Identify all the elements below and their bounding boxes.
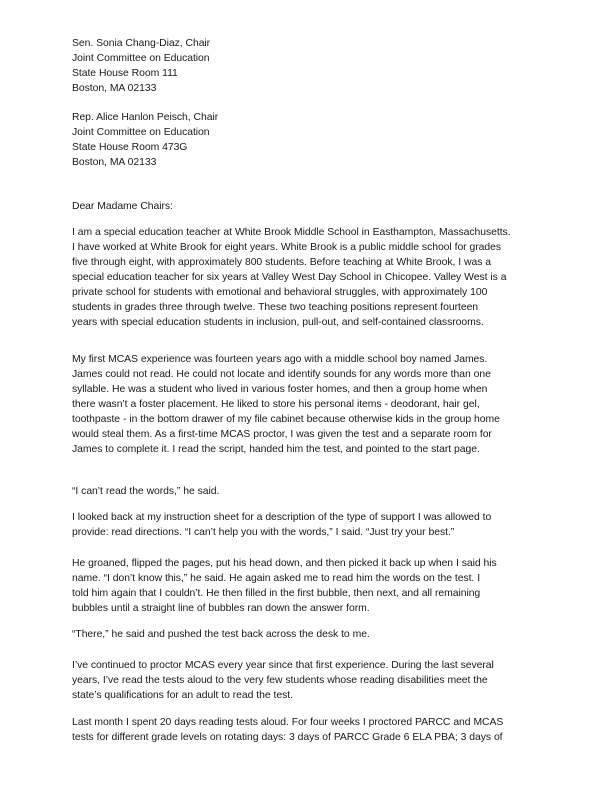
paragraph-line: syllable. He was a student who lived in various foster homes, and then a group home when: [72, 384, 488, 395]
paragraph-instruction-sheet: [72, 510, 556, 540]
paragraph-introduction: [72, 225, 556, 330]
address-line: Boston, MA 02133: [72, 157, 157, 168]
paragraph-line: provide: read directions. “I can’t help you with the words,” I said. “Just try your best.”: [72, 527, 455, 538]
paragraph-line: there wasn’t a foster placement. He liked to store his personal items - deodorant, hair gel,: [72, 399, 480, 410]
paragraph-line: told him again that I couldn’t. He then filled in the first bubble, then next, and all remaining: [72, 588, 481, 599]
paragraph-line: Last month I spent 20 days reading tests aloud. For four weeks I proctored PARCC and MCAS: [72, 717, 504, 728]
salutation-text: Dear Madame Chairs:: [72, 201, 173, 212]
address-line: Sen. Sonia Chang-Diaz, Chair: [72, 38, 211, 49]
paragraph-line: five through eight, with approximately 800 students. Before teaching at White Brook, I was a: [72, 257, 492, 268]
paragraph-quote-there: [72, 627, 556, 642]
paragraph-first-mcas: [72, 352, 556, 457]
paragraph-line: years with special education students in inclusion, pull-out, and self-contained classrooms.: [72, 317, 484, 328]
paragraph-line: I looked back at my instruction sheet for a description of the type of support I was allowed to: [72, 512, 492, 523]
address-line: State House Room 111: [72, 68, 178, 79]
paragraph-groaned: [72, 556, 556, 616]
paragraph-line: James to complete it. I read the script, handed him the test, and pointed to the start page.: [72, 444, 480, 455]
paragraph-line: “There,” he said and pushed the test back across the desk to me.: [72, 629, 370, 640]
paragraph-line: He groaned, flipped the pages, put his head down, and then picked it back up when I said his: [72, 558, 497, 569]
paragraph-last-month: [72, 715, 556, 745]
paragraph-line: James could not read. He could not locate and identify sounds for any words more than one: [72, 369, 491, 380]
address-line: Joint Committee on Education: [72, 53, 210, 64]
address-line: Boston, MA 02133: [72, 83, 157, 94]
paragraph-line: special education teacher for six years at Valley West Day School in Chicopee. Valley West is a: [72, 272, 507, 283]
paragraph-line: I’ve continued to proctor MCAS every year since that first experience. During the last several: [72, 660, 494, 671]
paragraph-line: My first MCAS experience was fourteen years ago with a middle school boy named James.: [72, 354, 488, 365]
paragraph-quote-cant-read: [72, 484, 556, 499]
paragraph-line: students in grades three through twelve. These two teaching positions represent fourteen: [72, 302, 479, 313]
address-block-house: [72, 110, 556, 170]
paragraph-continued-proctor: [72, 658, 556, 703]
paragraph-line: would steal them. As a first-time MCAS proctor, I was given the test and a separate room for: [72, 429, 492, 440]
paragraph-line: name. “I don’t know this,” he said. He again asked me to read him the words on the test. I: [72, 573, 481, 584]
paragraph-line: I am a special education teacher at White Brook Middle School in Easthampton, Massachusetts.: [72, 227, 511, 238]
paragraph-line: I have worked at White Brook for eight years. White Brook is a public middle school for grades: [72, 242, 501, 253]
paragraph-line: tests for different grade levels on rotating days: 3 days of PARCC Grade 6 ELA PBA; 3 days of: [72, 732, 503, 743]
paragraph-line: state’s qualifications for an adult to read the test.: [72, 690, 293, 701]
address-line: Rep. Alice Hanlon Peisch, Chair: [72, 112, 219, 123]
address-line: Joint Committee on Education: [72, 127, 210, 138]
paragraph-line: private school for students with emotional and behavioral struggles, with approximately 100: [72, 287, 488, 298]
address-block-senate: [72, 36, 556, 96]
paragraph-line: years, I’ve read the tests aloud to the very few students whose reading disabilities meet the: [72, 675, 488, 686]
paragraph-line: bubbles until a straight line of bubbles ran down the answer form.: [72, 603, 370, 614]
paragraph-line: “I can’t read the words,” he said.: [72, 486, 220, 497]
address-line: State House Room 473G: [72, 142, 188, 153]
paragraph-line: toothpaste - in the bottom drawer of my file cabinet because otherwise kids in the group home: [72, 414, 500, 425]
salutation: [72, 199, 556, 214]
